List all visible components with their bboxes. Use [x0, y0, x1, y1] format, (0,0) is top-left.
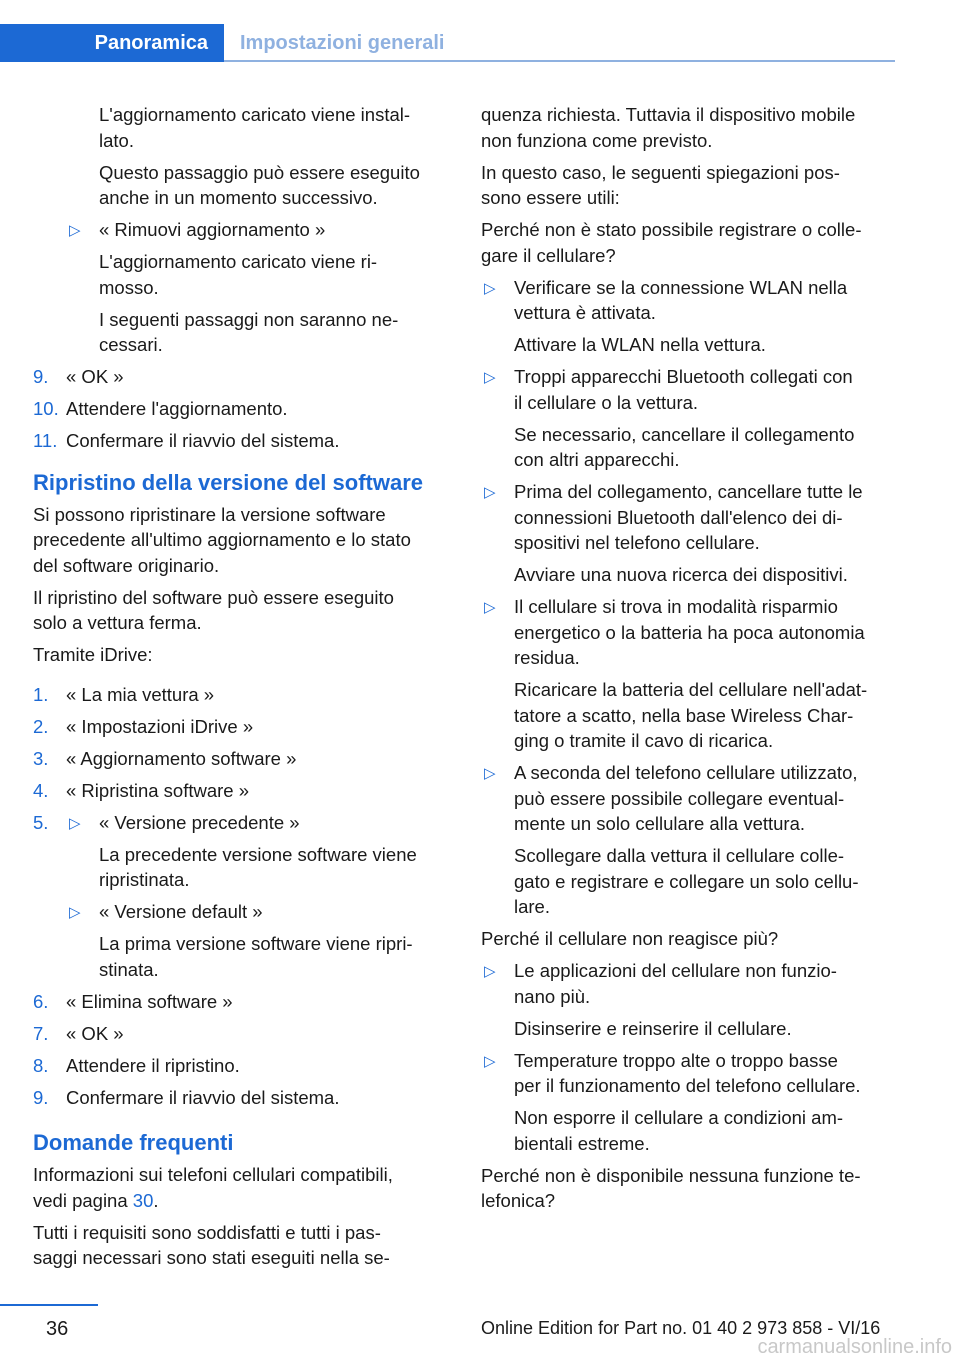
triangle-bullet-icon: ▷ — [484, 484, 496, 501]
list-item: ▷ Le applicazioni del cellulare non funzio- nano più. — [484, 960, 837, 1007]
list-item: ▷ « Rimuovi aggiornamento » — [66, 217, 453, 243]
paragraph: Il ripristino del software può essere eseguito solo a vettura ferma. — [33, 586, 394, 633]
paragraph: Non esporre il cellulare a condizioni am- bientali estreme. — [514, 1107, 844, 1154]
triangle-bullet-icon: ▷ — [484, 279, 496, 297]
paragraph: In questo caso, le seguenti spiegazioni pos- sono essere utili: — [481, 161, 840, 208]
list-item: ▷ Prima del collegamento, cancellare tutte le connessioni Bluetooth dall'elenco dei di- spositivi nel telefono cellulare. — [484, 481, 863, 553]
list-item: 11. Confermare il riavvio del sistema. — [33, 430, 340, 451]
watermark: carmanualsonline.info — [757, 1336, 952, 1358]
list-item: 10. Attendere l'aggiornamento. — [33, 398, 288, 419]
paragraph: Perché il cellulare non reagisce più? — [481, 928, 779, 949]
paragraph: L'aggiornamento caricato viene instal- lato. — [99, 104, 411, 151]
list-item: ▷ Temperature troppo alte o troppo basse per il funzionamento del telefono cellulare. — [484, 1049, 861, 1096]
paragraph: Perché non è disponibile nessuna funzione te- lefonica? — [481, 1164, 861, 1211]
triangle-bullet-icon: ▷ — [484, 599, 496, 616]
paragraph: Tutti i requisiti sono soddisfatti e tutti i pas- saggi necessari sono stati eseguiti nella se- — [33, 1221, 390, 1268]
list-item: 2. « Impostazioni iDrive » — [33, 715, 254, 737]
header-rule — [224, 60, 895, 62]
paragraph: Se necessario, cancellare il collegamento con altri apparecchi. — [514, 423, 855, 470]
left-column — [33, 102, 453, 1277]
tab-panoramica[interactable]: Panoramica — [0, 24, 224, 62]
list-item: ▷ Troppi apparecchi Bluetooth collegati con il cellulare o la vettura. — [484, 366, 853, 413]
triangle-bullet-icon: ▷ — [69, 904, 81, 921]
list-item: 1. « La mia vettura » — [33, 683, 215, 705]
list-item: 9. « OK » — [33, 366, 124, 387]
list-item: 5. ▷ « Versione precedente » — [33, 810, 453, 836]
list-item: 9. Confermare il riavvio del sistema. — [33, 1086, 340, 1108]
list-item: ▷ Verificare se la connessione WLAN nella vettura è attivata. — [484, 276, 848, 323]
page-link[interactable]: 30 — [132, 1189, 154, 1211]
list-item: 3. « Aggiornamento software » — [33, 747, 297, 769]
edition-note: Online Edition for Part no. 01 40 2 973 858 - VI/16 — [481, 1318, 881, 1338]
list-item: 7. « OK » — [33, 1022, 124, 1044]
triangle-bullet-icon: ▷ — [484, 963, 496, 980]
list-item: 8. Attendere il ripristino. — [33, 1054, 240, 1076]
list-item: ▷ A seconda del telefono cellulare utilizzato, può essere possibile collegare eventual- mente un solo cellulare alla vettura. — [484, 762, 858, 834]
paragraph: Questo passaggio può essere eseguito anche in un momento successivo. — [99, 161, 420, 208]
section-heading: Domande frequenti — [33, 1130, 234, 1155]
paragraph: Attivare la WLAN nella vettura. — [514, 334, 766, 355]
triangle-bullet-icon: ▷ — [69, 814, 81, 832]
paragraph: La prima versione software viene ripri- stinata. — [99, 933, 413, 980]
paragraph: Avviare una nuova ricerca dei dispositivi. — [514, 564, 848, 585]
list-item: 4. « Ripristina software » — [33, 779, 250, 801]
list-item: ▷ « Versione default » — [66, 899, 453, 925]
triangle-bullet-icon: ▷ — [484, 369, 496, 386]
paragraph: Perché non è stato possibile registrare o colle- gare il cellulare? — [481, 219, 862, 266]
paragraph: Disinserire e reinserire il cellulare. — [514, 1017, 792, 1039]
section-heading: Ripristino della versione del software — [33, 469, 423, 495]
triangle-bullet-icon: ▷ — [484, 1052, 496, 1070]
list-item: ▷ Il cellulare si trova in modalità risparmio energetico o la batteria ha poca autonomia residua. — [484, 596, 865, 668]
page-header — [0, 0, 895, 62]
right-column — [481, 102, 896, 1220]
paragraph: quenza richiesta. Tuttavia il dispositivo mobile non funziona come previsto. — [481, 104, 856, 151]
page-number: 36 — [46, 1318, 69, 1340]
tab-impostazioni-generali[interactable]: Impostazioni generali — [240, 32, 445, 54]
list-item: ▷ « Versione precedente » — [66, 810, 453, 836]
footer-rule — [0, 1304, 98, 1306]
paragraph: Si possono ripristinare la versione software precedente all'ultimo aggiornamento e lo stato del software originario. — [33, 503, 411, 576]
paragraph: La precedente versione software viene ripristinata. — [99, 843, 417, 890]
paragraph: Scollegare dalla vettura il cellulare colle- gato e registrare e collegare un solo cellu- lare. — [514, 845, 859, 917]
triangle-bullet-icon: ▷ — [69, 222, 81, 239]
paragraph: I seguenti passaggi non saranno ne- cessari. — [99, 308, 399, 355]
paragraph: Ricaricare la batteria del cellulare nell'adat- tatore a scatto, nella base Wireless Char- ging o tramite il cavo di ricarica. — [514, 679, 868, 751]
paragraph: L'aggiornamento caricato viene ri- mosso. — [99, 251, 378, 298]
paragraph: Informazioni sui telefoni cellulari compatibili, vedi pagina 30. — [33, 1164, 393, 1211]
triangle-bullet-icon: ▷ — [484, 765, 496, 782]
list-item: 6. « Elimina software » — [33, 990, 233, 1012]
paragraph: Tramite iDrive: — [33, 644, 153, 665]
